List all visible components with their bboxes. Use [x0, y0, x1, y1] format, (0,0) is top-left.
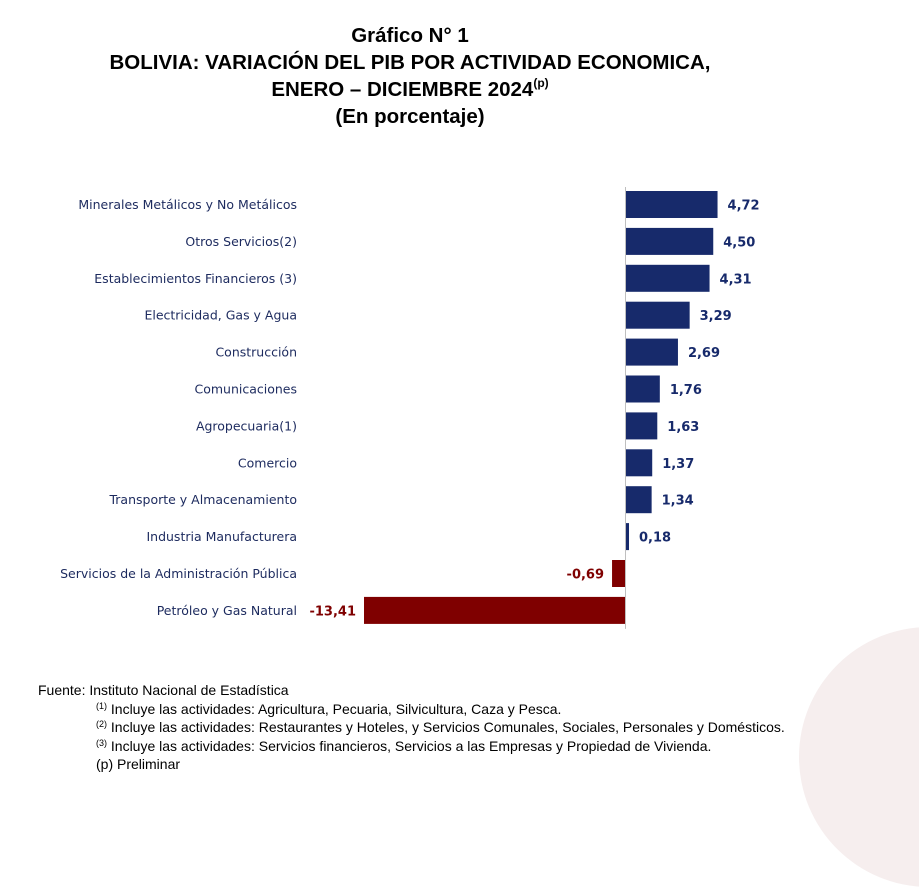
category-label-12: Petróleo y Gas Natural [156, 602, 297, 618]
bar-4 [626, 302, 690, 329]
bar-5 [626, 339, 678, 366]
chart-unit-subtitle: (En porcentaje) [335, 105, 485, 128]
value-label-11: -0,69 [566, 567, 605, 583]
value-label-9: 1,34 [661, 493, 694, 509]
value-label-4: 3,29 [699, 309, 732, 325]
category-label-6: Comunicaciones [194, 381, 297, 397]
value-label-6: 1,76 [669, 383, 702, 398]
bar-1 [626, 191, 718, 218]
bar-10 [626, 523, 630, 550]
bar-2 [626, 228, 714, 255]
bar-7 [626, 412, 658, 439]
value-label-5: 2,69 [687, 346, 721, 362]
footnote-1 [38, 700, 785, 719]
category-label-3: Establecimientos Financieros (3) [94, 270, 297, 286]
category-label-10: Industria Manufacturera [146, 529, 297, 545]
category-label-5: Construcción [215, 344, 297, 360]
value-label-2: 4,50 [723, 235, 756, 251]
footnotes [38, 681, 785, 774]
value-label-8: 1,37 [662, 456, 695, 472]
category-label-8: Comercio [237, 455, 297, 471]
preliminary-mark: (p) [533, 76, 549, 90]
preliminary-note: (p) Preliminar [96, 756, 181, 772]
footnote-2 [38, 718, 785, 737]
category-label-7: Agropecuaria(1) [195, 418, 297, 434]
bar-6 [626, 376, 660, 403]
value-label-3: 4,31 [719, 272, 752, 288]
chart-period-text: ENERO – DICIEMBRE 2024 [271, 78, 534, 101]
footnote-1-text: Incluye las actividades: Agricultura, Pecuaria, Silvicultura, Caza y Pesca. [107, 700, 562, 717]
chart-main-title: BOLIVIA: VARIACIÓN DEL PIB POR ACTIVIDAD ECONOMICA, [109, 51, 711, 74]
footnote-2-mark: (2) [96, 719, 107, 729]
value-label-12: -13,41 [309, 604, 357, 620]
value-label-10: 0,18 [639, 530, 672, 546]
value-label-7: 1,63 [667, 419, 700, 435]
footnote-3 [38, 737, 785, 756]
footnote-2-text: Incluye las actividades: Restaurantes y Hoteles, y Servicios Comunales, Sociales, Personales y Domésticos. [107, 719, 785, 735]
footnote-1-mark: (1) [96, 700, 107, 711]
bar-11 [612, 560, 625, 587]
bar-9 [626, 486, 652, 513]
value-label-1: 4,72 [727, 198, 760, 214]
category-label-4: Electricidad, Gas y Agua [144, 307, 297, 323]
category-label-2: Otros Servicios(2) [185, 233, 297, 249]
bar-3 [626, 265, 710, 292]
chart-number-title: Gráfico N° 1 [351, 24, 469, 47]
bar-12 [364, 597, 625, 624]
source-note: Fuente: Instituto Nacional de Estadística [38, 682, 289, 698]
category-label-1: Minerales Metálicos y No Metálicos [78, 197, 297, 212]
footnote-3-mark: (3) [96, 737, 107, 748]
category-label-9: Transporte y Almacenamiento [109, 492, 297, 508]
bar-8 [626, 449, 653, 476]
category-label-11: Servicios de la Administración Pública [60, 566, 297, 581]
footnote-3-text: Incluye las actividades: Servicios financieros, Servicios a las Empresas y Propiedad de Vivienda. [107, 737, 712, 754]
